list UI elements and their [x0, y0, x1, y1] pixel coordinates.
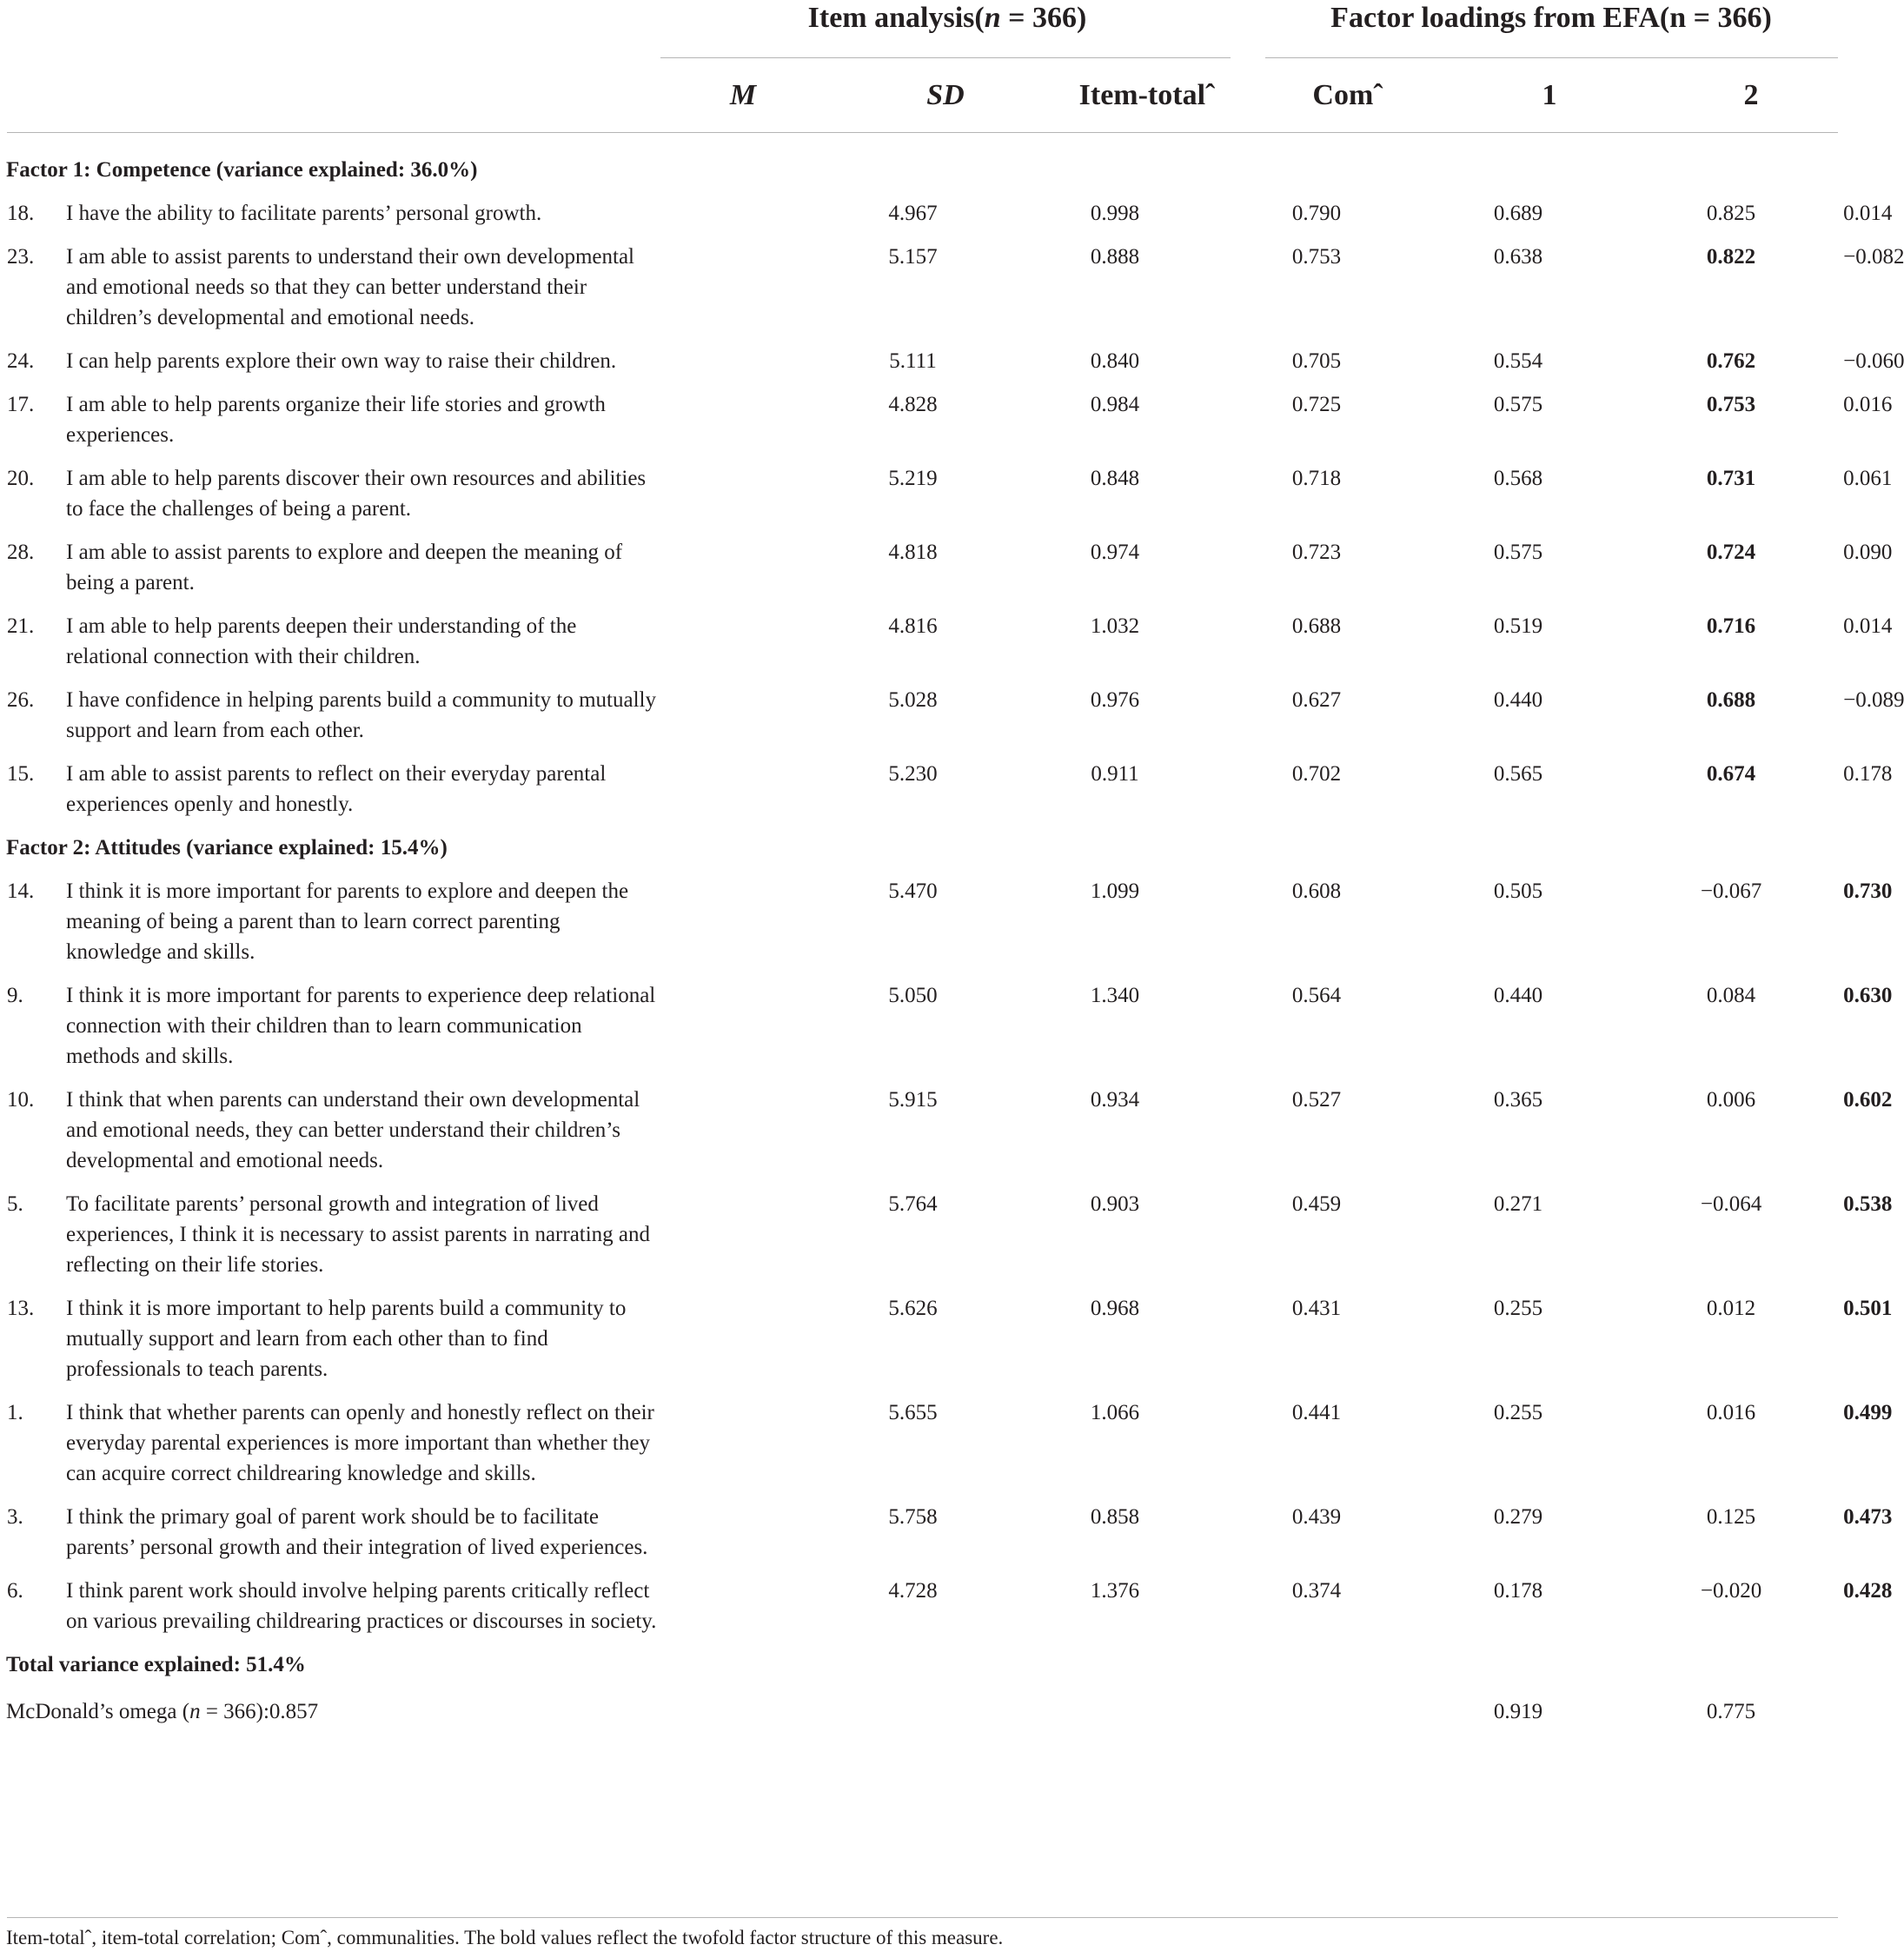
efa-header: Factor loadings from EFA(n = 366)	[1330, 2, 1772, 34]
efa-rule	[1265, 57, 1838, 58]
item-text: I am able to assist parents to explore and deepen the meaning of being a parent.	[66, 541, 623, 594]
omega-factor1: 0.919	[1493, 1700, 1543, 1723]
item-total-value: 0.459	[1291, 1192, 1342, 1216]
spacer-cell	[674, 871, 812, 975]
sd-value: 0.858	[1090, 1505, 1140, 1529]
item-number: 21.	[7, 614, 35, 638]
table-row: 28. I am able to assist parents to explore and deepen the meaning of being a parent. 4.818 0.974 0.723 0.575 0.724 0.090	[0, 532, 1843, 606]
item-text: I think parent work should involve helping parents critically reflect on various prevailing childrearing practices or discourses in society.	[66, 1579, 657, 1633]
item-total-value: 0.753	[1291, 245, 1342, 269]
table-row: 23. I am able to assist parents to understand their own developmental and emotional needs so that they can better understand their children’s developmental and emotional needs. 5.157 0.888 0.753 0.638 0.822 −0.082	[0, 236, 1843, 341]
mean-value: 4.828	[888, 393, 938, 416]
item-total-value: 0.790	[1291, 202, 1342, 225]
item-text: I am able to help parents deepen their understanding of the relational connection with their children.	[66, 614, 577, 668]
sd-value: 0.911	[1091, 762, 1139, 786]
item-text: I think it is more important to help parents build a community to mutually support and learn from each other than to find professionals to teach parents.	[66, 1297, 627, 1381]
communality-value: 0.271	[1493, 1192, 1543, 1216]
item-number: 15.	[7, 762, 35, 786]
item-number: 9.	[7, 984, 23, 1007]
item-text: I think that whether parents can openly and honestly reflect on their everyday parental experiences is more important than whether they can acquire correct childrearing knowledge and skills.	[66, 1401, 654, 1485]
item-text: I am able to assist parents to reflect on their everyday parental experiences openly and honestly.	[66, 762, 607, 816]
spacer-cell	[674, 532, 812, 606]
spacer-cell	[674, 680, 812, 753]
item-number: 3.	[7, 1505, 23, 1529]
total-variance-cell	[0, 1644, 1843, 1688]
table-row: 26. I have confidence in helping parents build a community to mutually support and learn from each other. 5.028 0.976 0.627 0.440 0.688 −0.089	[0, 680, 1843, 753]
omega-row	[0, 1688, 1843, 1737]
spacer-cell	[674, 341, 812, 384]
item-number: 5.	[7, 1192, 23, 1216]
item-total-value: 0.527	[1291, 1088, 1342, 1112]
communality-value: 0.440	[1493, 984, 1543, 1007]
header-bottom-rule	[7, 132, 1838, 133]
sd-value: 0.934	[1090, 1088, 1140, 1112]
communality-value: 0.440	[1493, 688, 1543, 712]
factor1-loading: 0.822	[1706, 245, 1756, 269]
mean-value: 4.728	[888, 1579, 938, 1603]
item-total-value: 0.688	[1291, 614, 1342, 638]
sd-value: 1.032	[1090, 614, 1140, 638]
sd-value: 0.974	[1090, 541, 1140, 564]
col-header-item-total: Item-totalˆ	[1078, 79, 1216, 111]
factor1-loading: 0.762	[1706, 349, 1756, 373]
factor1-loading: 0.688	[1706, 688, 1756, 712]
mean-value: 4.816	[888, 614, 938, 638]
footnote-rule	[7, 1917, 1838, 1918]
item-total-value: 0.627	[1291, 688, 1342, 712]
factor1-loading: 0.125	[1706, 1505, 1756, 1529]
section-label: Factor 2: Attitudes (variance explained: 15.4%)	[6, 836, 448, 860]
communality-value: 0.568	[1493, 467, 1543, 490]
mean-value: 5.157	[888, 245, 938, 269]
sd-value: 0.888	[1090, 245, 1140, 269]
communality-value: 0.178	[1493, 1579, 1543, 1603]
mean-value: 5.230	[888, 762, 938, 786]
item-number: 6.	[7, 1579, 23, 1603]
item-text: To facilitate parents’ personal growth and integration of lived experiences, I think it is necessary to assist parents in narrating and reflecting on their life stories.	[66, 1192, 651, 1277]
table-row: 24. I can help parents explore their own way to raise their children. 5.111 0.840 0.705 0.554 0.762 −0.060	[0, 341, 1843, 384]
mean-value: 5.111	[889, 349, 937, 373]
item-total-value: 0.564	[1291, 984, 1342, 1007]
item-number: 24.	[7, 349, 35, 373]
communality-value: 0.638	[1493, 245, 1543, 269]
omega-suffix: = 366):0.857	[200, 1700, 319, 1723]
factor1-loading: 0.016	[1706, 1401, 1756, 1424]
spacer-cell	[674, 193, 812, 236]
item-total-value: 0.608	[1291, 879, 1342, 903]
table-row: 21. I am able to help parents deepen their understanding of the relational connection with their children. 4.816 1.032 0.688 0.519 0.716 0.014	[0, 606, 1843, 680]
communality-value: 0.689	[1493, 202, 1543, 225]
spacer-cell	[1216, 1688, 1417, 1737]
sd-value: 0.976	[1090, 688, 1140, 712]
mean-value: 5.626	[888, 1297, 938, 1320]
sd-value: 0.903	[1090, 1192, 1140, 1216]
table-row: 18. I have the ability to facilitate parents’ personal growth. 4.967 0.998 0.790 0.689 0.825 0.014	[0, 193, 1843, 236]
communality-value: 0.575	[1493, 541, 1543, 564]
sd-value: 0.840	[1090, 349, 1140, 373]
table-row: 1. I think that whether parents can openly and honestly reflect on their everyday parental experiences is more important than whether they can acquire correct childrearing knowledge and skills. 5.655 1.066 0.441 0.255 0.016 0.499	[0, 1392, 1843, 1497]
item-total-value: 0.702	[1291, 762, 1342, 786]
communality-value: 0.575	[1493, 393, 1543, 416]
col-header-m: M	[729, 79, 757, 111]
communality-value: 0.565	[1493, 762, 1543, 786]
item-text: I think it is more important for parents to explore and deepen the meaning of being a parent than to learn correct parenting knowledge and skills.	[66, 879, 629, 964]
mean-value: 5.764	[888, 1192, 938, 1216]
table-row: 17. I am able to help parents organize their life stories and growth experiences. 4.828 0.984 0.725 0.575 0.753 0.016	[0, 384, 1843, 458]
spacer-cell	[674, 236, 812, 341]
item-text: I think it is more important for parents to experience deep relational connection with their children than to learn communication methods and skills.	[66, 984, 656, 1068]
factor1-loading: 0.012	[1706, 1297, 1756, 1320]
communality-value: 0.255	[1493, 1401, 1543, 1424]
item-total-value: 0.374	[1291, 1579, 1342, 1603]
table-row: 6. I think parent work should involve helping parents critically reflect on various prevailing childrearing practices or discourses in society. 4.728 1.376 0.374 0.178 −0.020 0.428	[0, 1570, 1843, 1644]
sd-value: 0.998	[1090, 202, 1140, 225]
table-row: 10. I think that when parents can understand their own developmental and emotional needs, they can better understand their children’s developmental and emotional needs. 5.915 0.934 0.527 0.365 0.006 0.602	[0, 1079, 1843, 1184]
table-row: 20. I am able to help parents discover their own resources and abilities to face the challenges of being a parent. 5.219 0.848 0.718 0.568 0.731 0.061	[0, 458, 1843, 532]
spacer-cell	[674, 1497, 812, 1570]
item-total-value: 0.441	[1291, 1401, 1342, 1424]
item-number: 28.	[7, 541, 35, 564]
sd-value: 1.066	[1090, 1401, 1140, 1424]
factor1-loading: 0.084	[1706, 984, 1756, 1007]
factor1-loading: −0.020	[1700, 1579, 1762, 1603]
spacer-cell	[674, 384, 812, 458]
table-row: 15. I am able to assist parents to reflect on their everyday parental experiences openly and honestly. 5.230 0.911 0.702 0.565 0.674 0.178	[0, 753, 1843, 827]
spacer-cell	[674, 1079, 812, 1184]
item-number: 23.	[7, 245, 35, 269]
omega-n-symbol: n	[189, 1700, 201, 1723]
col-header-factor-2: 2	[1743, 79, 1759, 111]
sd-value: 0.984	[1090, 393, 1140, 416]
factor1-loading: 0.674	[1706, 762, 1756, 786]
item-number: 14.	[7, 879, 35, 903]
footnote: Item-totalˆ, item-total correlation; Comˆ, communalities. The bold values reflect the twofold factor structure of this measure.	[6, 1927, 1004, 1948]
communality-value: 0.365	[1493, 1088, 1543, 1112]
factor1-loading: −0.064	[1700, 1192, 1762, 1216]
item-number: 10.	[7, 1088, 35, 1112]
item-total-value: 0.705	[1291, 349, 1342, 373]
spacer-cell	[674, 606, 812, 680]
item-text: I can help parents explore their own way to raise their children.	[66, 349, 617, 373]
communality-value: 0.279	[1493, 1505, 1543, 1529]
table-row: 3. I think the primary goal of parent work should be to facilitate parents’ personal growth and their integration of lived experiences. 5.758 0.858 0.439 0.279 0.125 0.473	[0, 1497, 1843, 1570]
mean-value: 5.028	[888, 688, 938, 712]
item-number: 13.	[7, 1297, 35, 1320]
section-cell	[0, 827, 1843, 871]
mean-value: 5.219	[888, 467, 938, 490]
sd-value: 0.848	[1090, 467, 1140, 490]
spacer-cell	[674, 1570, 812, 1644]
factor1-loading: 0.825	[1706, 202, 1756, 225]
section-header-row	[0, 149, 1843, 193]
mean-value: 5.050	[888, 984, 938, 1007]
communality-value: 0.519	[1493, 614, 1543, 638]
table-row: 13. I think it is more important to help parents build a community to mutually support and learn from each other than to find professionals to teach parents. 5.626 0.968 0.431 0.255 0.012 0.501	[0, 1288, 1843, 1392]
section-header-row	[0, 827, 1843, 871]
spacer-cell	[674, 458, 812, 532]
communality-value: 0.255	[1493, 1297, 1543, 1320]
mean-value: 4.818	[888, 541, 938, 564]
spacer-cell	[674, 1288, 812, 1392]
factor1-loading: 0.753	[1706, 393, 1756, 416]
col-header-com: Comˆ	[1312, 79, 1383, 111]
data-table	[0, 149, 1904, 1737]
item-text: I am able to help parents organize their life stories and growth experiences.	[66, 393, 606, 447]
sd-value: 0.968	[1090, 1297, 1140, 1320]
total-variance-row	[0, 1644, 1843, 1688]
mean-value: 5.758	[888, 1505, 938, 1529]
item-number: 20.	[7, 467, 35, 490]
spacer-cell	[674, 1184, 812, 1288]
section-label: Factor 1: Competence (variance explained: 36.0%)	[6, 158, 478, 182]
item-total-value: 0.718	[1291, 467, 1342, 490]
factor1-loading: 0.724	[1706, 541, 1756, 564]
mean-value: 5.655	[888, 1401, 938, 1424]
spacer-cell	[674, 1392, 812, 1497]
item-text: I have confidence in helping parents build a community to mutually support and learn from each other.	[66, 688, 656, 742]
factor1-loading: −0.067	[1700, 879, 1762, 903]
item-analysis-header: Item analysis(n = 366)	[807, 2, 1087, 34]
omega-factor2: 0.775	[1706, 1700, 1756, 1723]
col-header-factor-1: 1	[1542, 79, 1557, 111]
col-header-sd: SD	[926, 79, 965, 111]
omega-label	[0, 1688, 1216, 1737]
mean-value: 5.915	[888, 1088, 938, 1112]
item-number: 26.	[7, 688, 35, 712]
item-number: 17.	[7, 393, 35, 416]
sd-value: 1.340	[1090, 984, 1140, 1007]
item-number: 18.	[7, 202, 35, 225]
table-body	[0, 149, 1904, 1737]
spacer-cell	[674, 975, 812, 1079]
factor1-loading: 0.006	[1706, 1088, 1756, 1112]
section-cell	[0, 149, 1843, 193]
table-row: 14. I think it is more important for parents to explore and deepen the meaning of being a parent than to learn correct parenting knowledge and skills. 5.470 1.099 0.608 0.505 −0.067 0.730	[0, 871, 1843, 975]
item-total-value: 0.725	[1291, 393, 1342, 416]
total-variance-label: Total variance explained: 51.4%	[6, 1653, 306, 1676]
spacer-cell	[674, 753, 812, 827]
table-row: 5. To facilitate parents’ personal growth and integration of lived experiences, I think it is necessary to assist parents in narrating and reflecting on their life stories. 5.764 0.903 0.459 0.271 −0.064 0.538	[0, 1184, 1843, 1288]
factor1-loading: 0.716	[1706, 614, 1756, 638]
item-analysis-rule	[660, 57, 1231, 58]
item-text: I have the ability to facilitate parents’ personal growth.	[66, 202, 542, 225]
item-text: I am able to help parents discover their own resources and abilities to face the challenges of being a parent.	[66, 467, 647, 521]
sd-value: 1.099	[1090, 879, 1140, 903]
omega-prefix: McDonald’s omega (	[6, 1700, 190, 1723]
item-total-value: 0.723	[1291, 541, 1342, 564]
communality-value: 0.505	[1493, 879, 1543, 903]
factor1-loading: 0.731	[1706, 467, 1756, 490]
mean-value: 5.470	[888, 879, 938, 903]
item-text: I am able to assist parents to understand their own developmental and emotional needs so that they can better understand their children’s developmental and emotional needs.	[66, 245, 634, 329]
item-text: I think that when parents can understand their own developmental and emotional needs, they can better understand their children’s developmental and emotional needs.	[66, 1088, 640, 1172]
item-total-value: 0.439	[1291, 1505, 1342, 1529]
communality-value: 0.554	[1493, 349, 1543, 373]
table-row: 9. I think it is more important for parents to experience deep relational connection with their children than to learn communication methods and skills. 5.050 1.340 0.564 0.440 0.084 0.630	[0, 975, 1843, 1079]
item-text: I think the primary goal of parent work should be to facilitate parents’ personal growth and their integration of lived experiences.	[66, 1505, 648, 1559]
item-total-value: 0.431	[1291, 1297, 1342, 1320]
item-number: 1.	[7, 1401, 23, 1424]
sd-value: 1.376	[1090, 1579, 1140, 1603]
mean-value: 4.967	[888, 202, 938, 225]
